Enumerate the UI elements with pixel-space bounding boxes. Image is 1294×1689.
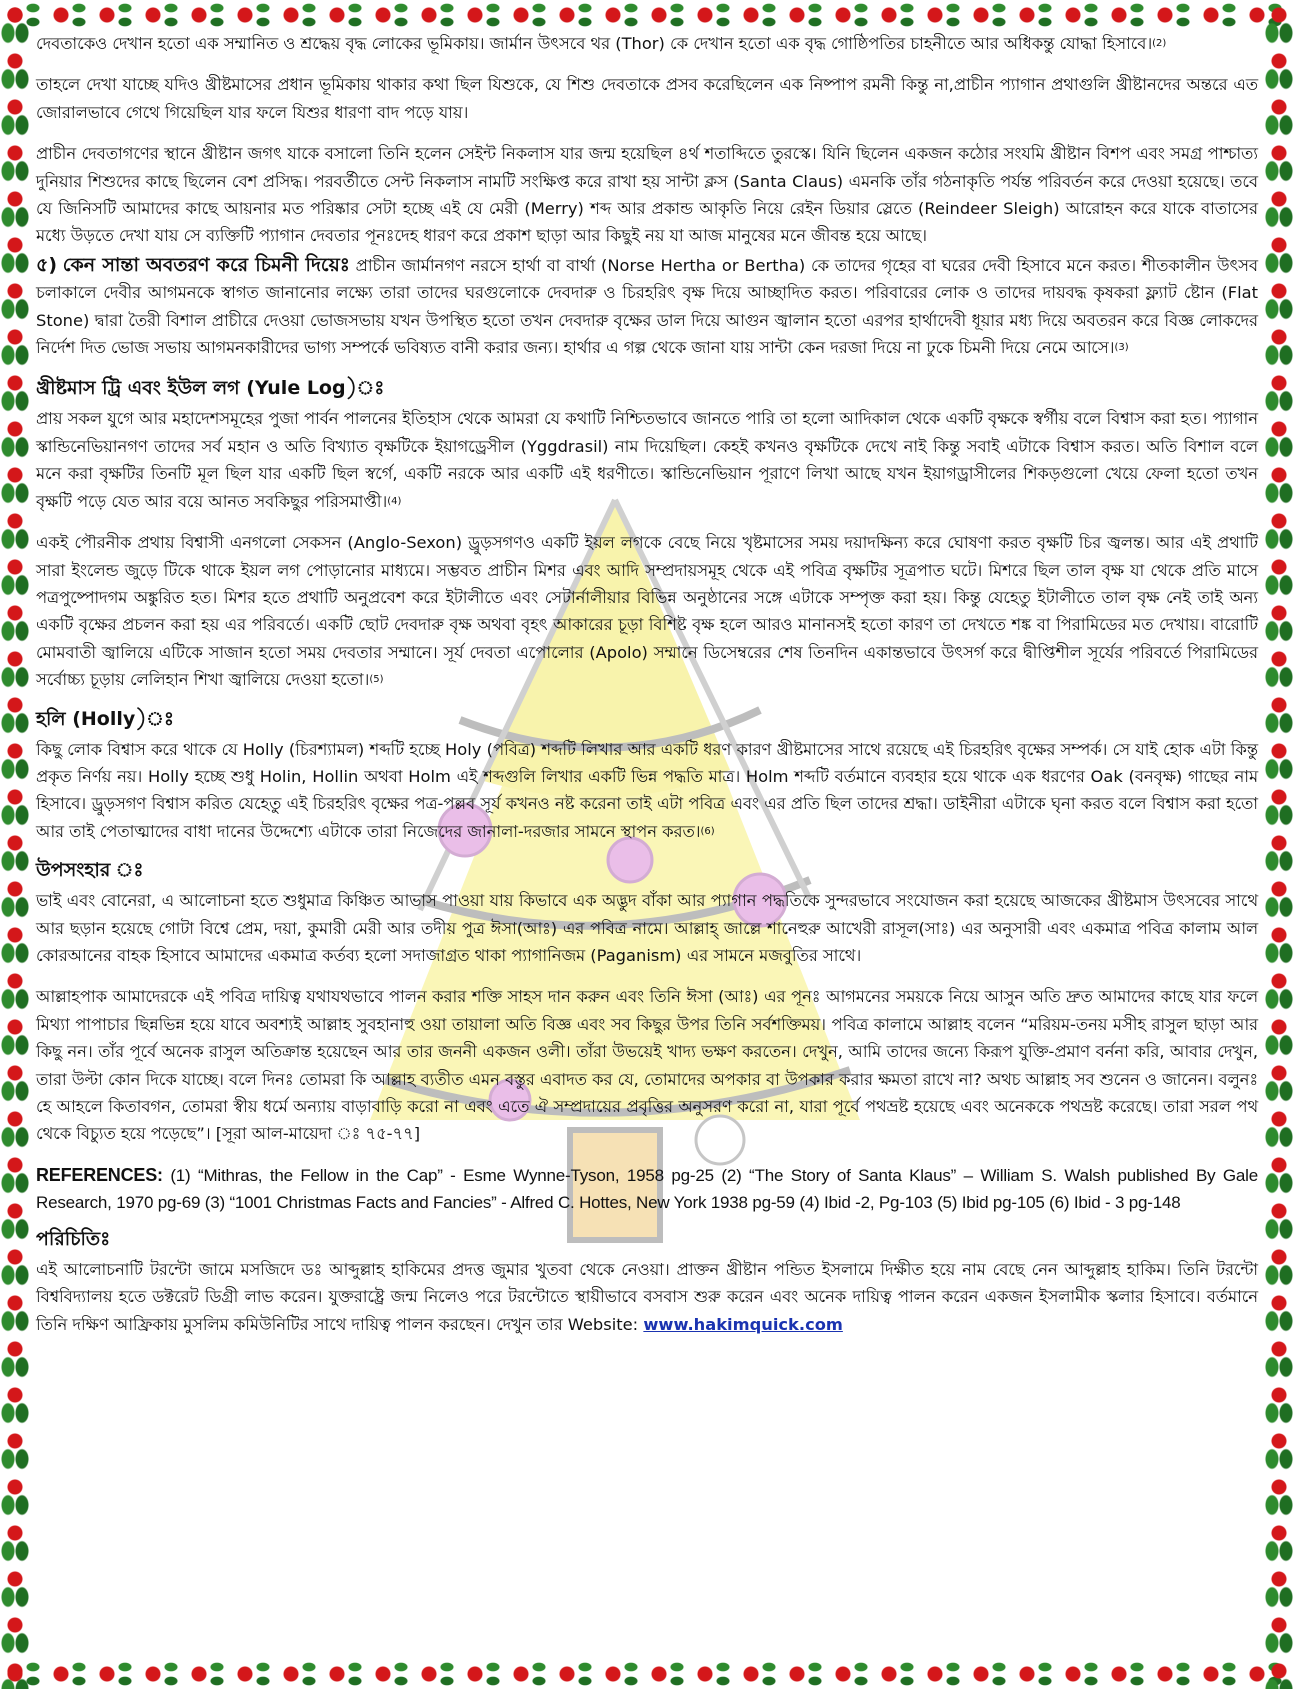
footnote-ref: (4) bbox=[387, 495, 402, 507]
paragraph-text: একই পৌরনীক প্রথায় বিশ্বাসী এনগলো সেকসন (Anglo-Sexon) ড্রুড়সগণও একটি ইয়ল লগকে বেছে নিয়ে খৃষ্টমাসের সময় দয়াদক্ষিন্য করে ঘোষণা করত বৃক্ষটি চির জ্বলন্ত। আর এই প্রথাটি সারা ইংলেন্ড জুড়ে টিকে থাকে ইয়ল লগ পোড়ানোর মাধ্যমে। সম্ভবত প্রাচীন মিশর এবং আদি সম্প্রদায়সমূহ থেকে এই পবিত্র বৃক্ষটির সূত্রপাত ঘটে। মিশরে ছিল তাল বৃক্ষ যা থেকে প্রতি মাসে পত্রপুষ্পোদগম অঙ্কুরিত হত। মিশর হতে প্রথাটি অনুপ্রবেশ করে ইটালীতে এবং সেটার্নালীয়ার বিভিন্ন অনুষ্ঠানের সঙ্গে এটাকে সম্পৃক্ত করা হয়। কিন্তু যেহেতু ইটালীতে তাল বৃক্ষ নেই তাই অন্য একটি বৃক্ষের প্রচলন করা হয় এর পরিবর্তে। একটি ছোট দেবদারু বৃক্ষ অথবা বৃহৎ আকারের চূড়া বিশিষ্ট বৃক্ষ হলে আরও মানানসই হতো কারণ তা দেখতে শঙ্ক বা পিরামিডের মত দেখায়। বারোটি মোমবাতী জ্বালিয়ে এটিকে সাজান হতো সময় দেবতার সম্মানে। সূর্য দেবতা এপোলোর (Apolo) সম্মানে ডিসেম্বরের শেষ তিনদিন একান্তভাবে উৎসর্গ করে দ্বীপ্তিশীল সূর্যের পরিবর্তে পিরামিডের সর্বোচ্চ্য চূড়ায় লেলিহান শিখা জ্বালিয়ে দেওয়া হতো। bbox=[36, 533, 1258, 690]
paragraph-text: প্রায় সকল যুগে আর মহাদেশসমূহের পুজা পার্বন পালনের ইতিহাস থেকে আমরা যে কথাটি নিশ্চিতভাবে জানতে পারি তা হলো আদিকাল থেকে একটি বৃক্ষকে স্বর্গীয় বলে বিশ্বাস করা হত। প্যাগান স্কান্ডিনেভিয়ানগণ তাদের সর্ব মহান ও অতি বিখ্যাত বৃক্ষটিকে ইয়াগড্রেসীল (Yggdrasil) নাম দিয়েছিল। কেহই কখনও বৃক্ষটিকে দেখে নাই কিন্তু সবাই এটাকে বিশ্বাস করত। অতি বিশাল বলে মনে করা বৃক্ষটির তিনটি মূল ছিল যার একটি ছিল স্বর্গে, একটি নরকে আর একটি এই ধরণীতে। স্কান্ডিনেভিয়ান পূরাণে লিখা আছে যখন ইয়াগড্রাসীলের শিকড়গুলো খেয়ে ফেলা হতো তখন বৃক্ষটি পড়ে যেত আর বয়ে আনত সবকিছুর পরিসমাপ্তী। bbox=[36, 409, 1258, 511]
document-body bbox=[36, 30, 1258, 1338]
section-text: প্রাচীন জার্মানগণ নরসে হার্থা বা বার্থা (Norse Hertha or Bertha) কে তাদের গৃহের বা ঘরের দেবী হিসাবে মনে করত। শীতকালীন উৎসব চলাকালে দেবীর আগমনকে স্বাগত জানানোর লক্ষ্যে তারা তাদের ঘরগুলোকে দেবদারু ও চিরহরিৎ বৃক্ষ দিয়ে আচ্ছাদিত করত। পরিবারের লোক ও তাদের দায়বদ্ধ কৃষকরা ফ্ল্যাট ষ্টোন (Flat Stone) দ্বারা তৈরী বিশাল প্রাচীরে দেওয়া ভোজসভায় যখন উপস্থিত হতো তখন দেবদারু বৃক্ষের ডাল দিয়ে আগুন জ্বালান হতো এরপর হার্থাদেবী ধূয়ার মধ্য দিয়ে অবতরন করে বিজ্ঞ লোকদের নির্দেশ দিত ভোজ সভায় আগমনকারীদের ভাগ্য সম্পর্কে ভবিষ্যত বানী করার জন্য। হার্থার এ গল্প থেকে জানা যায় সান্টা কেন দরজা দিয়ে না ঢুকে চিমনী দিয়ে নেমে আসে। bbox=[36, 255, 1258, 358]
website-link[interactable]: www.hakimquick.com bbox=[643, 1314, 843, 1334]
section-chimney bbox=[36, 252, 1258, 362]
border-right bbox=[1264, 0, 1294, 1689]
paragraph-conclusion-1: ভাই এবং বোনেরা, এ আলোচনা হতে শুধুমাত্র কিঞ্চিত আভাস পাওয়া যায় কিভাবে এক অদ্ভুদ বাঁকা আর প্যাগান পদ্ধতিকে সুন্দরভাবে সংযোজন করা হয়েছে আজকের খ্রীষ্টমাস উৎসবের সাথে আর ছড়ান হয়েছে গোটা বিশ্বে প্রেম, দয়া, কুমারী মেরী আর তদীয় পুত্র ঈসা(আঃ) এর পবিত্র নামে। আল্লাহ্‌ জাল্লে শানেহুরু আখেরী রাসূল(সাঃ) এর অনুসারী এবং একমাত্র পবিত্র কালাম আল কোরআনের বাহক হিসাবে আমাদের একমাত্র কর্তব্য হলো সদাজাগ্রত থাকা প্যাগানিজম (Paganism) এর সামনে মজবুতির সাথে। bbox=[36, 891, 1258, 965]
border-bottom bbox=[0, 1659, 1294, 1689]
paragraph-text: কিছু লোক বিশ্বাস করে থাকে যে Holly (চিরশ্যামল) শব্দটি হচ্ছে Holy (পবিত্র) শব্দটি লিখার আর একটি ধরণ কারণ খ্রীষ্টমাসের সাথে রয়েছে এই চিরহরিৎ বৃক্ষের সম্পর্ক। সে যাই হোক এটা কিন্তু প্রকৃত নির্ণয় নয়। Holly হচ্ছে শুধু Holin, Hollin অথবা Holm এই শব্দগুলি লিখার একটি ভিন্ন পদ্ধতি মাত্র। Holm শব্দটি বর্তমানে ব্যবহার হয়ে থাকে এক ধরণের Oak (বনবৃক্ষ) গাছের নাম হিসাবে। ড্রুড়সগণ বিশ্বাস করিত যেহেতু এই চিরহরিৎ বৃক্ষের পত্র-পল্লব সূর্য কখনও নষ্ট করেনা তাই এটা পবিত্র এবং এর প্রতি ছিল তাদের শ্রদ্ধা। ডাইনীরা এটাকে ঘৃনা করত বলে বিশ্বাস করা হতো আর তাই পেতাত্মাদের বাধা দানের উদ্দেশ্যে এটাকে তারা নিজেদের জানালা-দরজার সামনে স্থাপন করত। bbox=[36, 739, 1258, 841]
border-left bbox=[0, 0, 30, 1689]
paragraph-text: এই আলোচনাটি টরন্টো জামে মসজিদে ডঃ আব্দুল্লাহ হাকিমের প্রদত্ত জুমার খুতবা থেকে নেওয়া। প্রাক্তন খ্রীষ্টান পন্ডিত ইসলামে দিক্ষীত হয়ে নাম বেছে নেন আব্দুল্লাহ হাকিম। তিনি টরন্টো বিশ্ববিদ্যালয় হতে ডক্টরেট ডিগ্রী লাভ করেন। যুক্তরাষ্ট্রে জন্ম নিলেও পরে টরন্টোতে স্থায়ীভাবে বসবাস শুরু করেন এবং অনেক দায়িত্ব পালন করেন একজন ইসলামীক স্কলার হিসাবে। বর্তমানে তিনি দক্ষিণ আফ্রিকায় মুসলিম কমিউনিটির সাথে দায়িত্ব পালন করছেন। দেখুন তার Website: bbox=[36, 1259, 1258, 1334]
footnote-ref: (2) bbox=[1152, 38, 1167, 49]
section-number: ৫) bbox=[36, 253, 58, 276]
references-label: REFERENCES: bbox=[36, 1164, 163, 1185]
heading-conclusion: উপসংহার ঃ bbox=[36, 859, 144, 882]
paragraph-conclusion-2: আল্লাহপাক আমাদেরকে এই পবিত্র দায়িত্ব যথাযথভাবে পালন করার শক্তি সাহস দান করুন এবং তিনি ঈসা (আঃ) এর পূনঃ আগমনের সময়কে নিয়ে আসুন অতি দ্রুত আমাদের কাছে যার ফলে মিথ্যা পাপাচার ছিন্নভিন্ন হয়ে যাবে অবশ্যই আল্লাহ সুবহানাহু ওয়া তায়ালা অতি বিজ্ঞ এবং সব কিছুর উপর তিনি সর্বশক্তিময়। পবিত্র কালামে আল্লাহ বলেন “মরিয়ম-তনয় মসীহ রাসুল ছাড়া আর কিছু নন। তাঁর পূর্বে অনেক রাসুল অতিক্রান্ত হয়েছেন আর তার জননী একজন ওলী। তাঁরা উভয়েই খাদ্য ভক্ষণ করতেন। দেখুন, আমি তাদের জন্যে কিরূপ যুক্তি-প্রমাণ বর্ননা করি, আবার দেখুন, তারা উল্টা কোন দিকে যাচ্ছে। বলে দিনঃ তোমরা কি আল্লাহ ব্যতীত এমন বস্তুর এবাদত কর যে, তোমাদের অপকার বা উপকার করার ক্ষমতা রাখে না? অথচ আল্লাহ সব শুনেন ও জানেন। বলুনঃ হে আহলে কিতাবগন, তোমরা স্বীয় ধর্মে অন্যায় বাড়াবাড়ি করো না এবং এতে ঐ সম্প্রদায়ের প্রবৃত্তির অনুসরণ করো না, যারা পূর্বে পথভ্রষ্ট হয়েছে এবং অনেককে পথভ্রষ্ট করেছে। তারা সরল পথ থেকে বিচ্যুত হয়ে পড়েছে”। [সূরা আল-মায়েদা ঃ ৭৫-৭৭] bbox=[36, 987, 1259, 1144]
references bbox=[36, 1162, 1258, 1216]
footnote-ref: (3) bbox=[1114, 342, 1129, 354]
section-heading-chimney: কেন সান্তা অবতরণ করে চিমনী দিয়েঃ bbox=[62, 253, 350, 276]
references-text: (1) “Mithras, the Fellow in the Cap” - Esme Wynne-Tyson, 1958 pg-25 (2) “The Story of Santa Klaus” – William S. Walsh published By Gale Research, 1970 pg-69 (3) “1001 Christmas Facts and Fancies” - Alfred C. Hottes, New York 1938 pg-59 (4) Ibid -2, Pg-103 (5) Ibid pg-105 (6) Ibid - 3 pg-148 bbox=[36, 1165, 1258, 1212]
paragraph-saint-nicholas: প্রাচীন দেবতাগণের স্থানে খ্রীষ্টান জগৎ যাকে বসালো তিনি হলেন সেইন্ট নিকলাস যার জন্ম হয়েছিল ৪র্থ শতাব্দিতে তুরস্কে। যিনি ছিলেন একজন কঠোর সংযমি খ্রীষ্টান বিশপ এবং সমগ্র পাশ্চাত্য দুনিয়ার শিশুদের কাছে ছিলেন বেশ প্রসিদ্ধ। পরবর্তীতে সেন্ট নিকলাস নামটি সংক্ষিপ্ত করে রাখা হয় সান্টা ক্লস (Santa Claus) এমনকি তাঁর গঠনাকৃতি পর্যন্ত পরিবর্তন করে দেওয়া হয়েছে। তবে যে জিনিসটি আমাদের কাছে আয়নার মত পরিষ্কার সেটা হচ্ছে এই যে মেরী (Merry) শব্দ আর প্রকান্ড আকৃতি নিয়ে রেইন ডিয়ার স্লেতে (Reindeer Sleigh) আরোহন করে যাকে বাতাসের মধ্যে উড়তে দেখা যায় সে ব্যক্তিটি প্যাগান দেবতার পূনঃদেহ ধারণ করে প্রকাশ ছাড়া আর কিছুই নয় যা আজ মানুষের মনে জীবন্ত হয়ে আছে। bbox=[36, 144, 1258, 246]
footnote-ref: (6) bbox=[700, 825, 715, 837]
footnote-ref: (5) bbox=[369, 674, 384, 686]
paragraph-text: দেবতাকেও দেখান হতো এক সম্মানিত ও শ্রদ্ধেয় বৃদ্ধ লোকের ভূমিকায়। জার্মান উৎসবে থর (Thor) কে দেখান হতো এক বৃদ্ধ গোষ্ঠিপতির চাহনীতে আর অধিকন্তু যোদ্ধা হিসাবে। bbox=[36, 34, 1153, 53]
paragraph-thor bbox=[36, 30, 1258, 57]
heading-introduction: পরিচিতিঃ bbox=[36, 1227, 111, 1250]
paragraph-jesus: তাহলে দেখা যাচ্ছে যদিও খ্রীষ্টমাসের প্রধান ভূমিকায় থাকার কথা ছিল যিশুকে, যে শিশু দেবতাকে প্রসব করেছিলেন এক নিষ্পাপ রমনী কিন্তু না,প্রাচীন প্যাগান প্রথাগুলি খ্রীষ্টানদের অন্তরে এত জোরালভাবে গেথে গিয়েছিল যার ফলে যিশুর ধারণা বাদ পড়ে যায়। bbox=[36, 75, 1258, 122]
paragraph-introduction bbox=[36, 1256, 1258, 1338]
paragraph-yggdrasil bbox=[36, 405, 1258, 515]
paragraph-holly bbox=[36, 736, 1258, 846]
heading-christmas-tree: খ্রীষ্টমাস ট্রি এবং ইউল লগ (Yule Log)ঃ bbox=[36, 377, 385, 400]
paragraph-yule-log bbox=[36, 529, 1258, 693]
border-top bbox=[0, 0, 1294, 30]
heading-holly: হলি (Holly)ঃ bbox=[36, 707, 175, 730]
